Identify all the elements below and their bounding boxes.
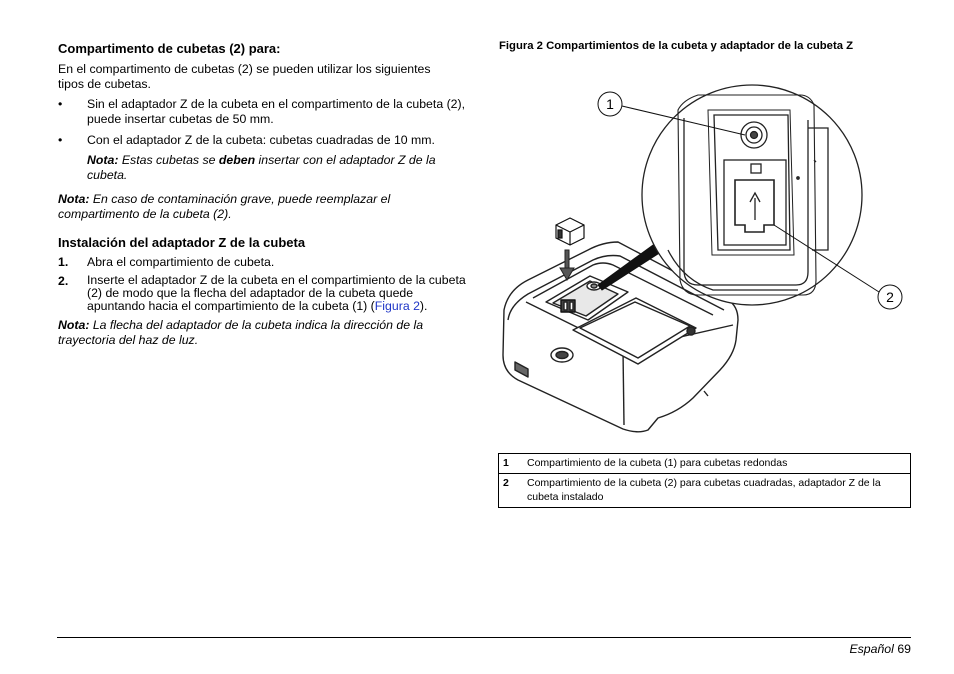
legend-text: Compartimiento de la cubeta (1) para cubetas redondas	[527, 454, 911, 474]
note-text: La flecha del adaptador de la cubeta indica la dirección de la trayectoria del haz de luz.	[58, 318, 424, 347]
note-arrow-direction	[58, 318, 448, 348]
intro-paragraph: En el compartimento de cubetas (2) se pueden utilizar los siguientes tipos de cubetas.	[58, 62, 431, 91]
bullet-marker: •	[58, 133, 63, 147]
callout-1-label: 1	[606, 96, 614, 112]
step-2-tail: ).	[419, 299, 428, 313]
table-row	[499, 454, 911, 474]
note-label: Nota:	[87, 153, 119, 167]
note-adapter-required	[87, 153, 467, 183]
z-adapter-illustration	[556, 218, 584, 245]
legend-number: 2	[499, 474, 528, 508]
step-number: 1.	[58, 255, 69, 269]
bullet-item-10mm: Con el adaptador Z de la cubeta: cubetas cuadradas de 10 mm.	[87, 133, 435, 147]
footer-divider	[57, 637, 911, 638]
note-text: insertar con el adaptador Z de la cubeta.	[87, 153, 436, 182]
table-row	[499, 474, 911, 508]
section-heading-installation: Instalación del adaptador Z de la cubeta	[58, 235, 306, 250]
instrument-figure	[498, 80, 914, 440]
note-emphasis: deben	[218, 153, 256, 167]
note-text: Estas cubetas se	[118, 153, 219, 167]
page-footer	[849, 642, 911, 656]
step-1-text: Abra el compartimiento de cubeta.	[87, 255, 275, 269]
note-label: Nota:	[58, 318, 90, 332]
bullet-item-50mm: Sin el adaptador Z de la cubeta en el compartimento de la cubeta (2), puede insertar cubetas de 50 mm.	[87, 97, 466, 126]
step-2-body: Inserte el adaptador Z de la cubeta en el compartimiento de la cubeta (2) de modo que la flecha del adaptador de la cubeta quede apuntando hacia el compartimiento de la cubeta (1) (	[87, 273, 466, 313]
bullet-marker: •	[58, 97, 63, 111]
section-heading-compartment: Compartimento de cubetas (2) para:	[58, 41, 281, 56]
legend-text: Compartimiento de la cubeta (2) para cubetas cuadradas, adaptador Z de la cubeta instalado	[527, 474, 911, 508]
note-contamination	[58, 192, 438, 222]
figure-2-link[interactable]: Figura 2	[374, 299, 420, 313]
page-number: 69	[897, 642, 911, 656]
callout-2-label: 2	[886, 289, 894, 305]
figure-caption: Figura 2 Compartimientos de la cubeta y adaptador de la cubeta Z	[499, 40, 854, 52]
figure-legend-table	[498, 453, 911, 508]
step-number: 2.	[58, 274, 69, 288]
note-label: Nota:	[58, 192, 90, 206]
legend-number: 1	[499, 454, 528, 474]
note-text: En caso de contaminación grave, puede reemplazar el compartimento de la cubeta (2).	[58, 192, 391, 221]
step-2-text	[87, 274, 469, 313]
footer-language: Español	[849, 642, 894, 656]
